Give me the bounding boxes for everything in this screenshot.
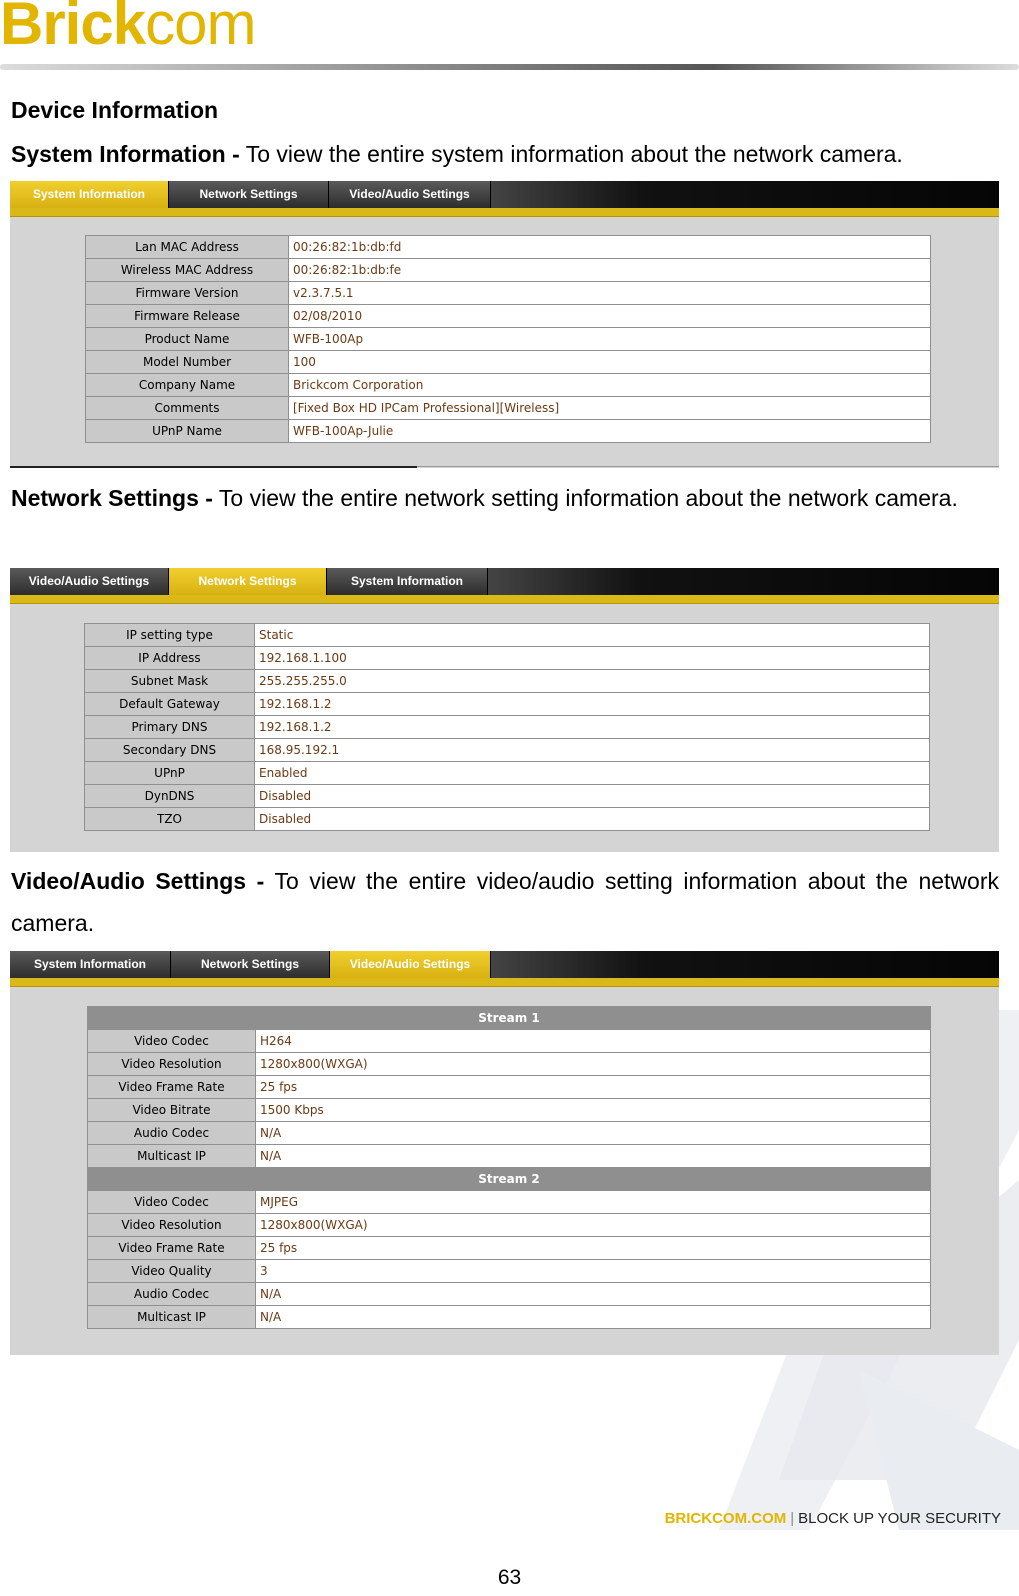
system-tabbar	[10, 181, 999, 208]
system-info-lead: System Information -	[11, 141, 240, 167]
row-value: H264	[256, 1030, 931, 1053]
table-row	[88, 1214, 931, 1237]
row-value: 192.168.1.2	[255, 716, 930, 739]
footer-brand[interactable]: BRICKCOM.COM	[664, 1510, 787, 1527]
network-text: To view the entire network setting information about the network camera.	[212, 485, 958, 511]
table-row	[85, 624, 930, 647]
row-value: 255.255.255.0	[255, 670, 930, 693]
table-row	[88, 1099, 931, 1122]
table-row	[88, 1076, 931, 1099]
header-divider	[0, 64, 1019, 70]
row-value: 3	[256, 1260, 931, 1283]
video-text: To view the entire video/audio setting information about the network camera.	[11, 868, 999, 936]
row-label: IP setting type	[85, 624, 255, 647]
row-value: [Fixed Box HD IPCam Professional][Wireless]	[289, 397, 931, 420]
tab-system-information[interactable]: System Information	[327, 568, 488, 595]
row-value: 02/08/2010	[289, 305, 931, 328]
table-row	[88, 1283, 931, 1306]
row-label: Firmware Release	[86, 305, 289, 328]
row-label: TZO	[85, 808, 255, 831]
network-settings-screenshot	[10, 568, 999, 852]
table-row	[88, 1237, 931, 1260]
row-label: Company Name	[86, 374, 289, 397]
stream-title: Stream 2	[88, 1168, 931, 1191]
screenshot-border	[10, 466, 417, 468]
row-label: Primary DNS	[85, 716, 255, 739]
row-value: 00:26:82:1b:db:fe	[289, 259, 931, 282]
table-row	[88, 1122, 931, 1145]
network-paragraph	[11, 477, 999, 519]
row-label: Subnet Mask	[85, 670, 255, 693]
row-label: Video Bitrate	[88, 1099, 256, 1122]
tab-network-settings[interactable]: Network Settings	[169, 568, 327, 595]
table-row	[88, 1306, 931, 1329]
row-label: Lan MAC Address	[86, 236, 289, 259]
row-value: 1500 Kbps	[256, 1099, 931, 1122]
tab-underline	[10, 208, 999, 217]
table-row	[86, 305, 931, 328]
video-paragraph	[11, 860, 999, 944]
stream-1-header	[88, 1007, 931, 1030]
row-value: 00:26:82:1b:db:fd	[289, 236, 931, 259]
row-label: Multicast IP	[88, 1145, 256, 1168]
table-row	[85, 739, 930, 762]
row-value: 25 fps	[256, 1076, 931, 1099]
footer	[665, 1510, 1001, 1527]
tab-underline	[10, 595, 999, 604]
table-row	[86, 374, 931, 397]
row-value: WFB-100Ap	[289, 328, 931, 351]
row-label: Video Frame Rate	[88, 1076, 256, 1099]
row-value: 100	[289, 351, 931, 374]
tab-video-audio-settings[interactable]: Video/Audio Settings	[329, 181, 491, 208]
row-value: 1280x800(WXGA)	[256, 1214, 931, 1237]
tab-network-settings[interactable]: Network Settings	[169, 181, 329, 208]
row-label: Video Frame Rate	[88, 1237, 256, 1260]
tab-network-settings[interactable]: Network Settings	[171, 951, 330, 978]
row-label: UPnP	[85, 762, 255, 785]
row-value: 192.168.1.2	[255, 693, 930, 716]
footer-tagline: BLOCK UP YOUR SECURITY	[798, 1510, 1001, 1527]
brickcom-logo	[0, 0, 256, 57]
video-tabbar	[10, 951, 999, 978]
row-value: v2.3.7.5.1	[289, 282, 931, 305]
network-lead: Network Settings -	[11, 485, 213, 511]
row-label: Model Number	[86, 351, 289, 374]
table-row	[86, 282, 931, 305]
row-value: N/A	[256, 1145, 931, 1168]
row-label: Video Quality	[88, 1260, 256, 1283]
row-value: WFB-100Ap-Julie	[289, 420, 931, 443]
row-value: MJPEG	[256, 1191, 931, 1214]
table-row	[85, 808, 930, 831]
table-row	[86, 397, 931, 420]
logo-bold: Brick	[0, 0, 146, 57]
video-lead: Video/Audio Settings -	[11, 868, 265, 894]
screenshot-border	[417, 466, 999, 467]
footer-separator: |	[790, 1510, 795, 1527]
table-row	[86, 420, 931, 443]
row-value: Disabled	[255, 785, 930, 808]
row-label: DynDNS	[85, 785, 255, 808]
tab-underline	[10, 978, 999, 987]
row-label: Product Name	[86, 328, 289, 351]
table-row	[85, 693, 930, 716]
row-label: Video Codec	[88, 1030, 256, 1053]
table-row	[85, 647, 930, 670]
row-value: 1280x800(WXGA)	[256, 1053, 931, 1076]
stream-2-header	[88, 1168, 931, 1191]
row-value: 192.168.1.100	[255, 647, 930, 670]
video-audio-screenshot	[10, 951, 999, 1355]
stream-title: Stream 1	[88, 1007, 931, 1030]
system-info-table	[85, 235, 931, 443]
row-label: Video Resolution	[88, 1053, 256, 1076]
table-row	[86, 259, 931, 282]
table-row	[86, 236, 931, 259]
row-value: 25 fps	[256, 1237, 931, 1260]
row-label: Secondary DNS	[85, 739, 255, 762]
row-label: UPnP Name	[86, 420, 289, 443]
table-row	[88, 1191, 931, 1214]
row-value: 168.95.192.1	[255, 739, 930, 762]
row-value: N/A	[256, 1283, 931, 1306]
row-label: Comments	[86, 397, 289, 420]
row-label: IP Address	[85, 647, 255, 670]
row-value: Enabled	[255, 762, 930, 785]
table-row	[85, 670, 930, 693]
tab-video-audio-settings[interactable]: Video/Audio Settings	[330, 951, 491, 978]
table-row	[88, 1030, 931, 1053]
row-label: Firmware Version	[86, 282, 289, 305]
table-row	[88, 1145, 931, 1168]
system-info-screenshot	[10, 181, 999, 468]
row-value: Disabled	[255, 808, 930, 831]
row-label: Audio Codec	[88, 1283, 256, 1306]
system-info-text: To view the entire system information about the network camera.	[239, 141, 903, 167]
table-row	[88, 1053, 931, 1076]
section-title: Device Information	[11, 97, 219, 123]
page-number: 63	[497, 1566, 522, 1589]
tab-video-audio-settings[interactable]: Video/Audio Settings	[10, 568, 169, 595]
system-info-paragraph	[11, 133, 999, 175]
row-label: Wireless MAC Address	[86, 259, 289, 282]
table-row	[85, 762, 930, 785]
row-label: Default Gateway	[85, 693, 255, 716]
tab-system-information[interactable]: System Information	[10, 951, 171, 978]
table-row	[86, 351, 931, 374]
table-row	[85, 785, 930, 808]
row-value: Static	[255, 624, 930, 647]
table-row	[88, 1260, 931, 1283]
row-label: Audio Codec	[88, 1122, 256, 1145]
row-label: Multicast IP	[88, 1306, 256, 1329]
logo-light: com	[145, 0, 256, 57]
network-settings-table	[84, 623, 930, 831]
video-audio-table	[87, 1006, 931, 1329]
network-tabbar	[10, 568, 999, 595]
row-value: N/A	[256, 1306, 931, 1329]
row-label: Video Resolution	[88, 1214, 256, 1237]
row-value: N/A	[256, 1122, 931, 1145]
row-label: Video Codec	[88, 1191, 256, 1214]
table-row	[85, 716, 930, 739]
tab-system-information[interactable]: System Information	[10, 181, 169, 208]
table-row	[86, 328, 931, 351]
row-value: Brickcom Corporation	[289, 374, 931, 397]
